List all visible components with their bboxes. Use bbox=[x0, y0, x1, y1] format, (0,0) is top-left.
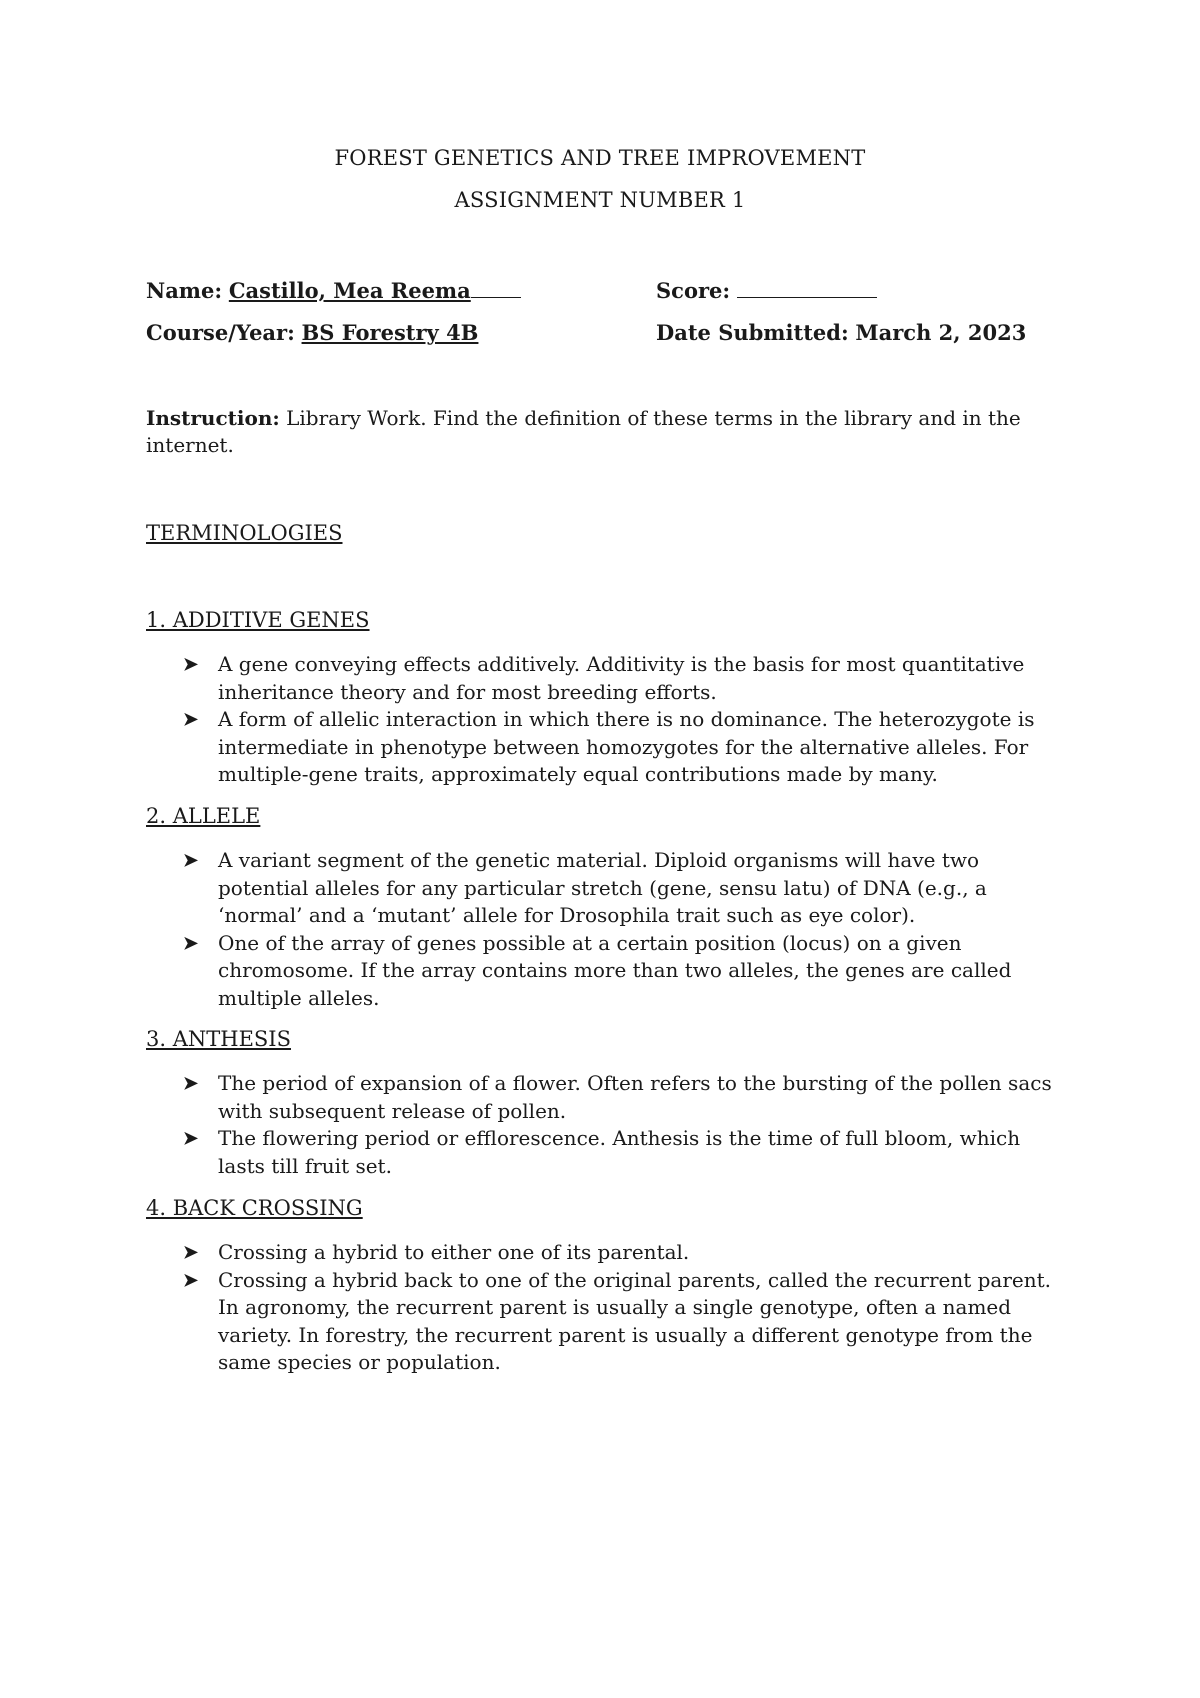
list-item bbox=[183, 1239, 1063, 1267]
bullet-text: A gene conveying effects additively. Additivity is the basis for most quantitative inheritance theory and for most breeding efforts. bbox=[218, 652, 1025, 704]
instruction-text: Library Work. Find the definition of these terms in the library and in the internet. bbox=[146, 406, 1021, 457]
name-label: Name: bbox=[146, 278, 223, 303]
term-bullets-anthesis bbox=[183, 1070, 1063, 1180]
list-item bbox=[183, 706, 1063, 789]
term-bullets-additive-genes bbox=[183, 651, 1063, 789]
name-value: Castillo, Mea Reema bbox=[228, 278, 471, 303]
bullet-text: A variant segment of the genetic material. Diploid organisms will have two potential alleles for any particular stretch (gene, sensu latu) of DNA (e.g., a ‘normal’ and a ‘mutant’ allele for Drosophila trait such as eye color). bbox=[218, 848, 987, 927]
name-field bbox=[146, 277, 521, 303]
arrow-bullet-icon: ➤ bbox=[183, 1242, 199, 1263]
date-label: Date Submitted: bbox=[656, 320, 849, 345]
arrow-bullet-icon: ➤ bbox=[183, 1073, 199, 1094]
term-heading-additive-genes: 1. ADDITIVE GENES bbox=[146, 608, 370, 632]
arrow-bullet-icon: ➤ bbox=[183, 850, 199, 871]
term-heading-allele: 2. ALLELE bbox=[146, 804, 261, 828]
bullet-text: A form of allelic interaction in which there is no dominance. The heterozygote is intermediate in phenotype between homozygotes for the alternative alleles. For multiple-gene traits, approximately equal contributions made by many. bbox=[218, 707, 1035, 786]
bullet-text: The period of expansion of a flower. Often refers to the bursting of the pollen sacs with subsequent release of pollen. bbox=[218, 1071, 1052, 1123]
score-blank bbox=[737, 277, 877, 298]
list-item bbox=[183, 1125, 1063, 1180]
arrow-bullet-icon: ➤ bbox=[183, 932, 199, 954]
arrow-bullet-icon: ➤ bbox=[183, 1269, 199, 1291]
course-label: Course/Year: bbox=[146, 320, 295, 345]
date-value: March 2, 2023 bbox=[855, 320, 1027, 345]
course-field bbox=[146, 320, 478, 345]
list-item bbox=[183, 847, 1063, 930]
list-item bbox=[183, 651, 1063, 706]
arrow-bullet-icon: ➤ bbox=[183, 1128, 199, 1149]
term-bullets-allele bbox=[183, 847, 1063, 1012]
bullet-text: The flowering period or efflorescence. Anthesis is the time of full bloom, which lasts till fruit set. bbox=[218, 1126, 1021, 1178]
document-title: FOREST GENETICS AND TREE IMPROVEMENT bbox=[334, 146, 866, 170]
assignment-number: ASSIGNMENT NUMBER 1 bbox=[454, 188, 746, 212]
score-field bbox=[656, 277, 877, 303]
list-item bbox=[183, 930, 1063, 1013]
list-item bbox=[183, 1267, 1063, 1377]
arrow-bullet-icon: ➤ bbox=[183, 654, 199, 675]
term-heading-back-crossing: 4. BACK CROSSING bbox=[146, 1196, 363, 1220]
bullet-text: One of the array of genes possible at a certain position (locus) on a given chromosome. If the array contains more than two alleles, the genes are called multiple alleles. bbox=[218, 930, 1012, 1010]
terminologies-heading: TERMINOLOGIES bbox=[146, 521, 343, 545]
instruction-paragraph bbox=[146, 405, 1046, 459]
term-bullets-back-crossing bbox=[183, 1239, 1063, 1377]
term-heading-anthesis: 3. ANTHESIS bbox=[146, 1027, 291, 1051]
name-underline-blank bbox=[471, 277, 521, 298]
arrow-bullet-icon: ➤ bbox=[183, 709, 199, 730]
instruction-label: Instruction: bbox=[146, 406, 280, 430]
course-value: BS Forestry 4B bbox=[301, 320, 479, 345]
bullet-text: Crossing a hybrid back to one of the original parents, called the recurrent parent. In agronomy, the recurrent parent is usually a single genotype, often a named variety. In forestry, the recurrent parent is usually a different genotype from the same species or population. bbox=[218, 1267, 1052, 1374]
date-field bbox=[656, 320, 1026, 345]
list-item bbox=[183, 1070, 1063, 1125]
score-label: Score: bbox=[656, 278, 731, 303]
bullet-text: Crossing a hybrid to either one of its parental. bbox=[218, 1240, 690, 1264]
